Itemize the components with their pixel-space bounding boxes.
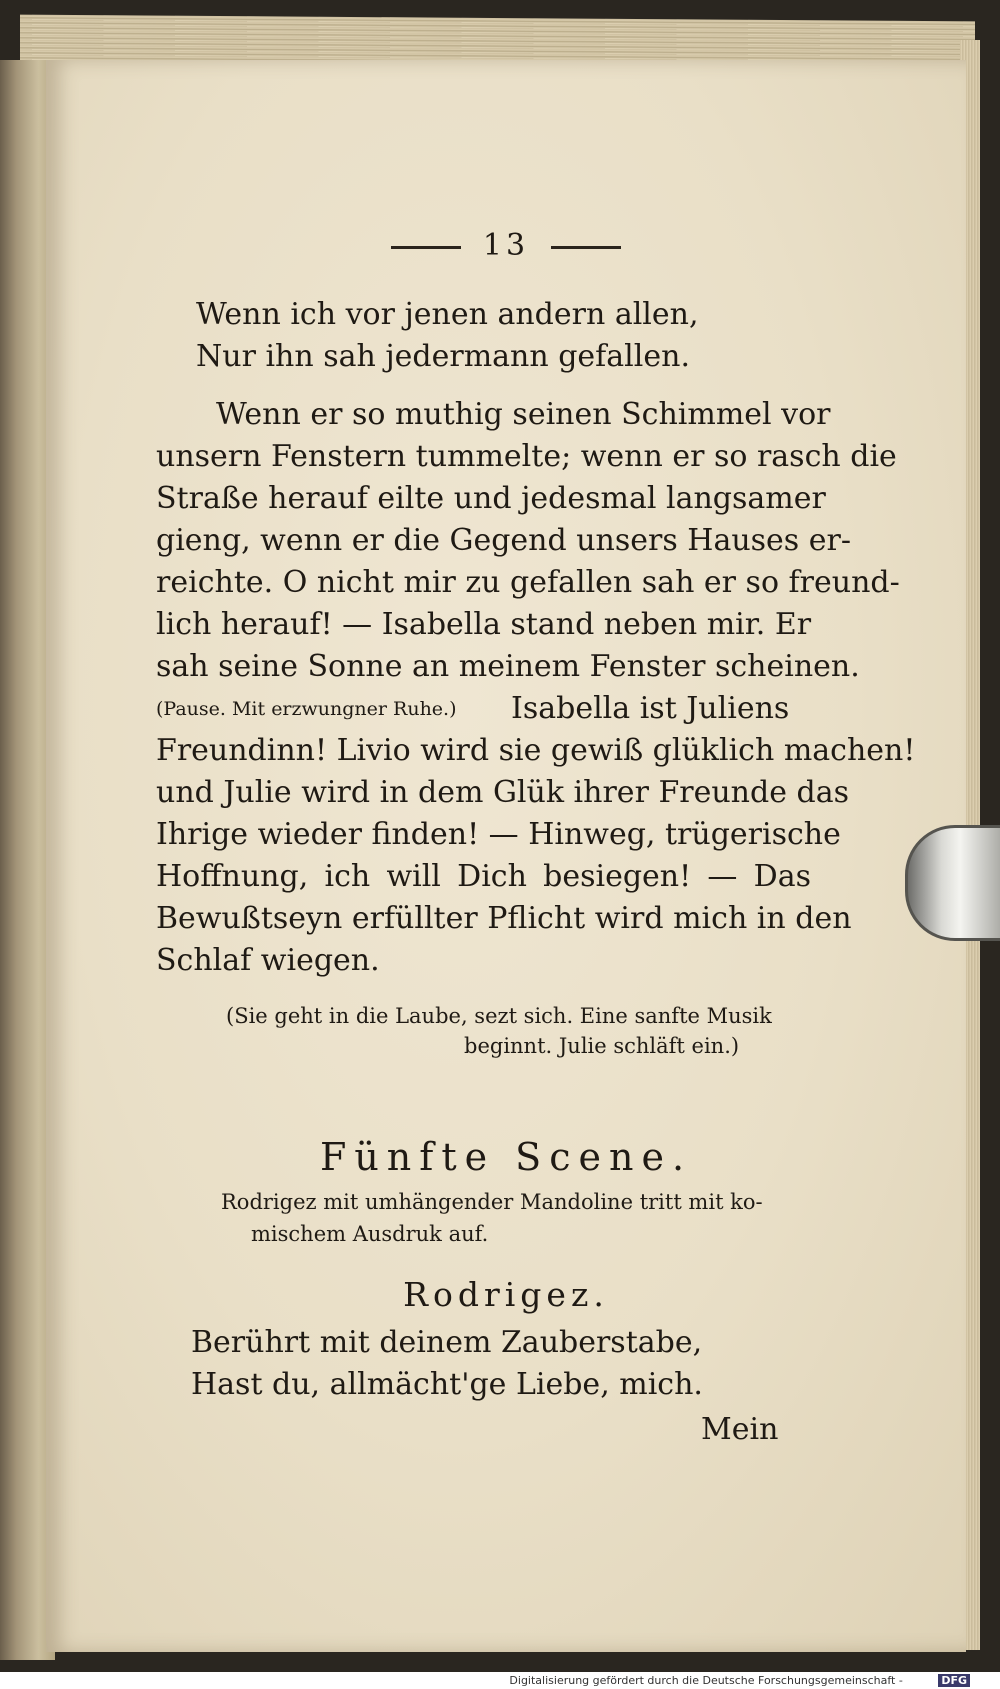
header-ornament-right xyxy=(551,246,621,249)
prose-line: sah seine Sonne an meinem Fenster scheinen. xyxy=(156,649,860,684)
page-clip xyxy=(905,825,1000,941)
prose-line: reichte. O nicht mir zu gefallen sah er so freund- xyxy=(156,565,900,600)
prose-line: Wenn er so muthig seinen Schimmel vor xyxy=(216,397,831,432)
prose-line: Ihrige wieder finden! — Hinweg, trügerische xyxy=(156,817,841,852)
speaker-name: Rodrigez. xyxy=(403,1275,609,1314)
scene-title: Fünfte Scene. xyxy=(319,1135,693,1179)
prose-line: Schlaf wiegen. xyxy=(156,943,380,978)
stage-direction-line: mischem Ausdruk auf. xyxy=(251,1222,489,1246)
footer-credit: Digitalisierung gefördert durch die Deutsche Forschungsgemeinschaft - xyxy=(509,1674,903,1687)
inline-stage-direction: (Pause. Mit erzwungner Ruhe.) xyxy=(156,698,457,720)
dfg-logo: DFG xyxy=(938,1674,970,1687)
prose-line: unsern Fenstern tummelte; wenn er so rasch die xyxy=(156,439,897,474)
prose-line: gieng, wenn er die Gegend unsers Hauses er- xyxy=(156,523,851,558)
page-number: 13 xyxy=(482,228,530,263)
stage-direction-line: beginnt. Julie schläft ein.) xyxy=(464,1034,740,1058)
header-ornament-left xyxy=(391,246,461,249)
stage-direction-line: (Sie geht in die Laube, sezt sich. Eine sanfte Musik xyxy=(226,1004,772,1028)
prose-line: Freundinn! Livio wird sie gewiß glüklich machen! xyxy=(156,733,916,768)
verse-line: Nur ihn sah jedermann gefallen. xyxy=(196,339,690,374)
digitization-footer xyxy=(0,1672,1000,1689)
prose-line: lich herauf! — Isabella stand neben mir. Er xyxy=(156,607,812,642)
prose-line: Hoffnung, ich will Dich besiegen! — Das xyxy=(156,859,811,894)
page-header xyxy=(46,228,966,263)
page-text xyxy=(46,60,966,1652)
prose-line: Isabella ist Juliens xyxy=(511,691,790,726)
stage-direction-line: Rodrigez mit umhängender Mandoline tritt mit ko- xyxy=(221,1190,763,1214)
prose-line: Bewußtseyn erfüllter Pflicht wird mich in den xyxy=(156,901,852,936)
prose-line: Straße herauf eilte und jedesmal langsamer xyxy=(156,481,826,516)
verse-line: Berührt mit deinem Zauberstabe, xyxy=(191,1325,703,1360)
verse-line: Hast du, allmächt'ge Liebe, mich. xyxy=(191,1367,703,1402)
catchword: Mein xyxy=(701,1412,779,1447)
book-page xyxy=(46,60,966,1652)
verse-line: Wenn ich vor jenen andern allen, xyxy=(196,297,699,332)
prose-line: und Julie wird in dem Glük ihrer Freunde das xyxy=(156,775,849,810)
